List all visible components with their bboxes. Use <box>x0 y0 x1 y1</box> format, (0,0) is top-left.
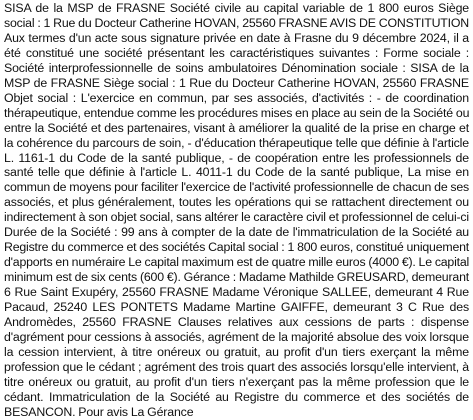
notice-line: cédant. Immatriculation de la Société au Registre du commerce et des sociétés de <box>4 389 469 404</box>
notice-line: titre onéreux ou gratuit, au profit d'un tiers n'exerçant pas la même profession que le <box>4 374 469 389</box>
notice-line: commun de moyens pour faciliter l'exercice de l'activité professionnelle de chacun de ses <box>4 180 469 195</box>
notice-line: 6 Rue Saint Exupéry, 25560 FRASNE Madame Véronique SALLEE, demeurant 4 Rue <box>4 285 469 300</box>
notice-line: L. 1161-1 du Code de la santé publique, - de coopération entre les professionnels de <box>4 150 469 165</box>
notice-signature-line: BESANCON. Pour avis La Gérance <box>4 404 194 419</box>
notice-line: d'agrément pour cessions à associés, agrément de la majorité absolue des voix lorsque <box>4 329 469 344</box>
notice-line: entre la Société et des partenaires, visant à améliorer la qualité de la prise en charge et <box>4 120 469 135</box>
notice-line: santé telle que définie à l'article L. 4011-1 du Code de la santé publique, La mise en <box>4 165 469 180</box>
notice-line: SISA de la MSP de FRASNE Société civile au capital variable de 1 800 euros Siège <box>4 1 469 15</box>
notice-line: thérapeutique, entendue comme les procédures mises en place au sein de la Société ou <box>4 105 470 120</box>
notice-line: été constitué une société présentant les caractéristiques suivantes : Forme sociale : <box>4 45 469 60</box>
notice-line: Durée de la Société : 99 ans à compter de la date de l'immatriculation de la Société au <box>4 225 469 240</box>
notice-line: Andromèdes, 25560 FRASNE Clauses relatives aux cessions de parts : dispense <box>4 315 469 330</box>
notice-line: d'apports en numéraire Le capital maximum est de quatre mille euros (4000 €). Le capital <box>4 255 469 270</box>
notice-line: minimum est de six cents (600 €). Gérance : Madame Mathilde GREUSARD, demeurant <box>4 270 469 285</box>
notice-line: Objet social : L'exercice en commun, par ses associés, d'activités : - de coordination <box>4 90 469 105</box>
notice-line: profession que le cédant ; agrément des trois quart des associés lorsqu'elle intervient, à <box>4 359 469 374</box>
notice-line: Aux termes d'un acte sous signature privée en date à Frasne du 9 décembre 2024, il a <box>4 30 469 45</box>
notice-line: la cohérence du parcours de soin, - d'éducation thérapeutique telle que définie à l'article <box>4 135 469 150</box>
notice-line: indirectement à son objet social, sans altérer le caractère civil et professionnel de celui-ci <box>4 210 469 225</box>
notice-line: Registre du commerce et des sociétés Capital social : 1 800 euros, constitué uniquement <box>4 240 469 255</box>
notice-line: la cession intervient, à titre onéreux ou gratuit, au profit d'un tiers exerçant la même <box>4 344 469 359</box>
notice-line: MSP de FRASNE Siège social : 1 Rue du Docteur Catherine HOVAN, 25560 FRASNE <box>4 75 469 90</box>
notice-line: associés, et plus généralement, toutes les opérations qui se rattachent directement ou <box>4 195 469 210</box>
notice-line: social : 1 Rue du Docteur Catherine HOVAN, 25560 FRASNE AVIS DE CONSTITUTION <box>4 15 469 30</box>
notice-line: Société interprofessionnelle de soins ambulatoires Dénomination sociale : SISA de la <box>4 60 469 75</box>
notice-line: Pacaud, 25240 LES PONTETS Madame Martine GAIFFE, demeurant 3 C Rue des <box>4 300 469 315</box>
